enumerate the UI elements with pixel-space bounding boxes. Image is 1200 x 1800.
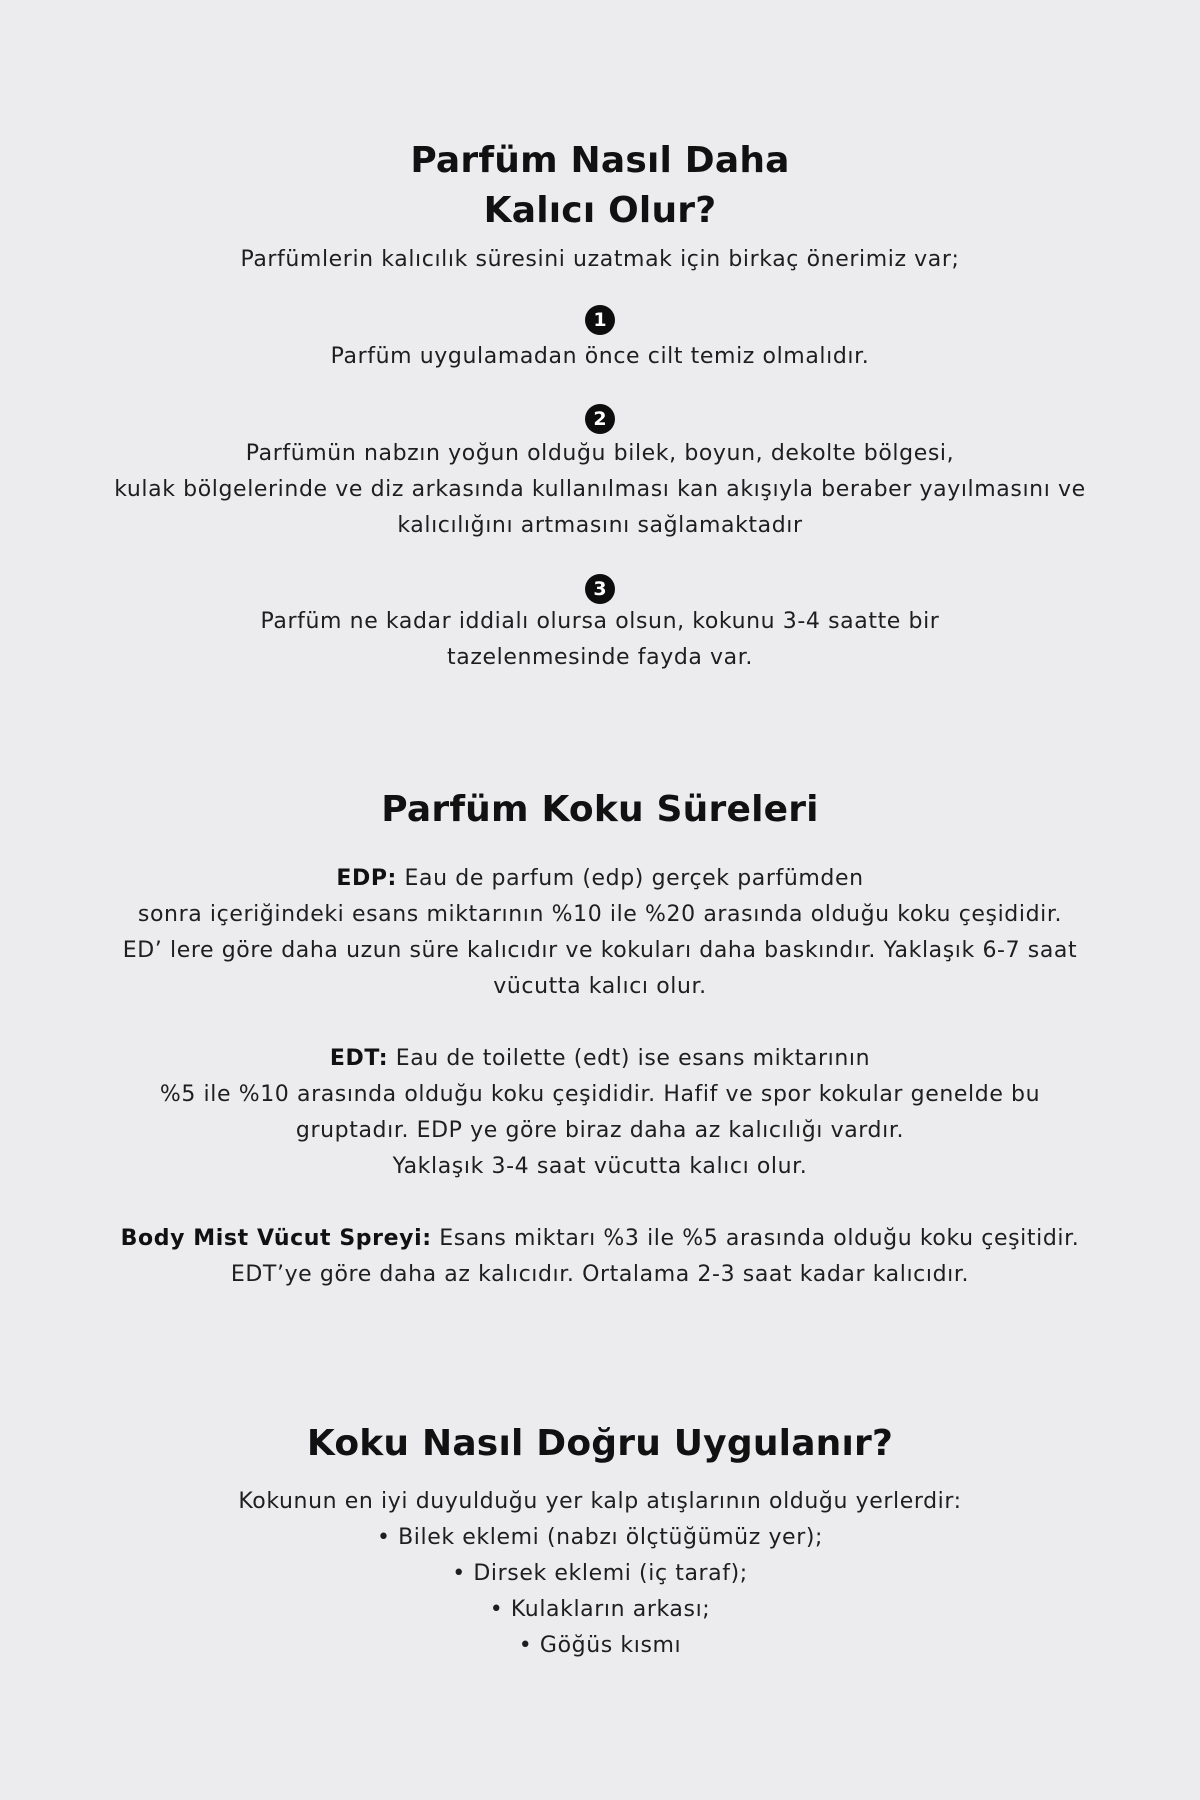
- step-3-text: [0, 604, 1200, 676]
- list-item: • Kulakların arkası;: [489, 1597, 711, 1622]
- list-item: • Göğüs kısmı: [518, 1633, 682, 1658]
- intro-line: Parfümlerin kalıcılık süresini uzatmak için birkaç önerimiz var;: [240, 247, 960, 272]
- number-3-badge: 3: [585, 574, 615, 604]
- step-1-text: [0, 339, 1200, 375]
- step-1: [0, 305, 1200, 335]
- step-text-line: Parfüm ne kadar iddialı olursa olsun, kokunu 3-4 saatte bir: [260, 609, 940, 634]
- edp-line: sonra içeriğindeki esans miktarının %10 ile %20 arasında olduğu koku çeşididir.: [137, 902, 1063, 927]
- step-text-line: Parfüm uygulamadan önce cilt temiz olmalıdır.: [330, 344, 870, 369]
- edp-label: EDP:: [336, 866, 397, 891]
- step-text-line: Parfümün nabzın yoğun olduğu bilek, boyun, dekolte bölgesi,: [245, 441, 955, 466]
- edt-label: EDT:: [329, 1046, 389, 1071]
- edt-paragraph: [0, 1041, 1200, 1185]
- step-3: [0, 574, 1200, 604]
- edp-text: Eau de parfum (edp) gerçek parfümden: [396, 866, 864, 891]
- edt-line: [0, 1041, 1200, 1077]
- section-durations: [0, 785, 1200, 835]
- body-mist-label: Body Mist Vücut Spreyi:: [120, 1226, 432, 1251]
- edp-paragraph: [0, 861, 1200, 1005]
- edp-line: [0, 861, 1200, 897]
- step-2-text: [0, 436, 1200, 544]
- section-longevity: [0, 136, 1200, 236]
- edt-line: Yaklaşık 3-4 saat vücutta kalıcı olur.: [392, 1154, 808, 1179]
- number-2-badge: 2: [585, 404, 615, 434]
- edt-line: gruptadır. EDP ye göre biraz daha az kalıcılığı vardır.: [295, 1118, 905, 1143]
- list-item: • Bilek eklemi (nabzı ölçtüğümüz yer);: [376, 1525, 824, 1550]
- body-mist-text: Esans miktarı %3 ile %5 arasında olduğu koku çeşitidir.: [431, 1226, 1080, 1251]
- list-item: • Dirsek eklemi (iç taraf);: [452, 1561, 748, 1586]
- application-list: [0, 1484, 1200, 1664]
- step-text-line: kulak bölgelerinde ve diz arkasında kullanılması kan akışıyla beraber yayılmasını ve: [114, 477, 1086, 502]
- title-line: Parfüm Nasıl Daha: [410, 140, 790, 181]
- body-mist-paragraph: [0, 1221, 1200, 1293]
- section-application: [0, 1419, 1200, 1469]
- section-title-durations: Parfüm Koku Süreleri: [381, 789, 819, 830]
- edt-line: %5 ile %10 arasında olduğu koku çeşididir. Hafif ve spor kokular genelde bu: [159, 1082, 1041, 1107]
- intro-text: [0, 242, 1200, 278]
- application-intro: Kokunun en iyi duyulduğu yer kalp atışlarının olduğu yerlerdir:: [238, 1489, 962, 1514]
- section-title-longevity: [0, 136, 1200, 236]
- edp-line: vücutta kalıcı olur.: [493, 974, 707, 999]
- body-mist-line: [0, 1221, 1200, 1257]
- step-2: [0, 404, 1200, 434]
- number-1-badge: 1: [585, 305, 615, 335]
- title-line: Kalıcı Olur?: [483, 190, 717, 231]
- step-text-line: tazelenmesinde fayda var.: [447, 645, 753, 670]
- edt-text: Eau de toilette (edt) ise esans miktarının: [388, 1046, 871, 1071]
- section-title-application: Koku Nasıl Doğru Uygulanır?: [306, 1423, 894, 1464]
- step-text-line: kalıcılığını artmasını sağlamaktadır: [397, 513, 803, 538]
- body-mist-line: EDT’ye göre daha az kalıcıdır. Ortalama 2-3 saat kadar kalıcıdır.: [230, 1262, 970, 1287]
- edp-line: ED’ lere göre daha uzun süre kalıcıdır ve kokuları daha baskındır. Yaklaşık 6-7 saat: [122, 938, 1078, 963]
